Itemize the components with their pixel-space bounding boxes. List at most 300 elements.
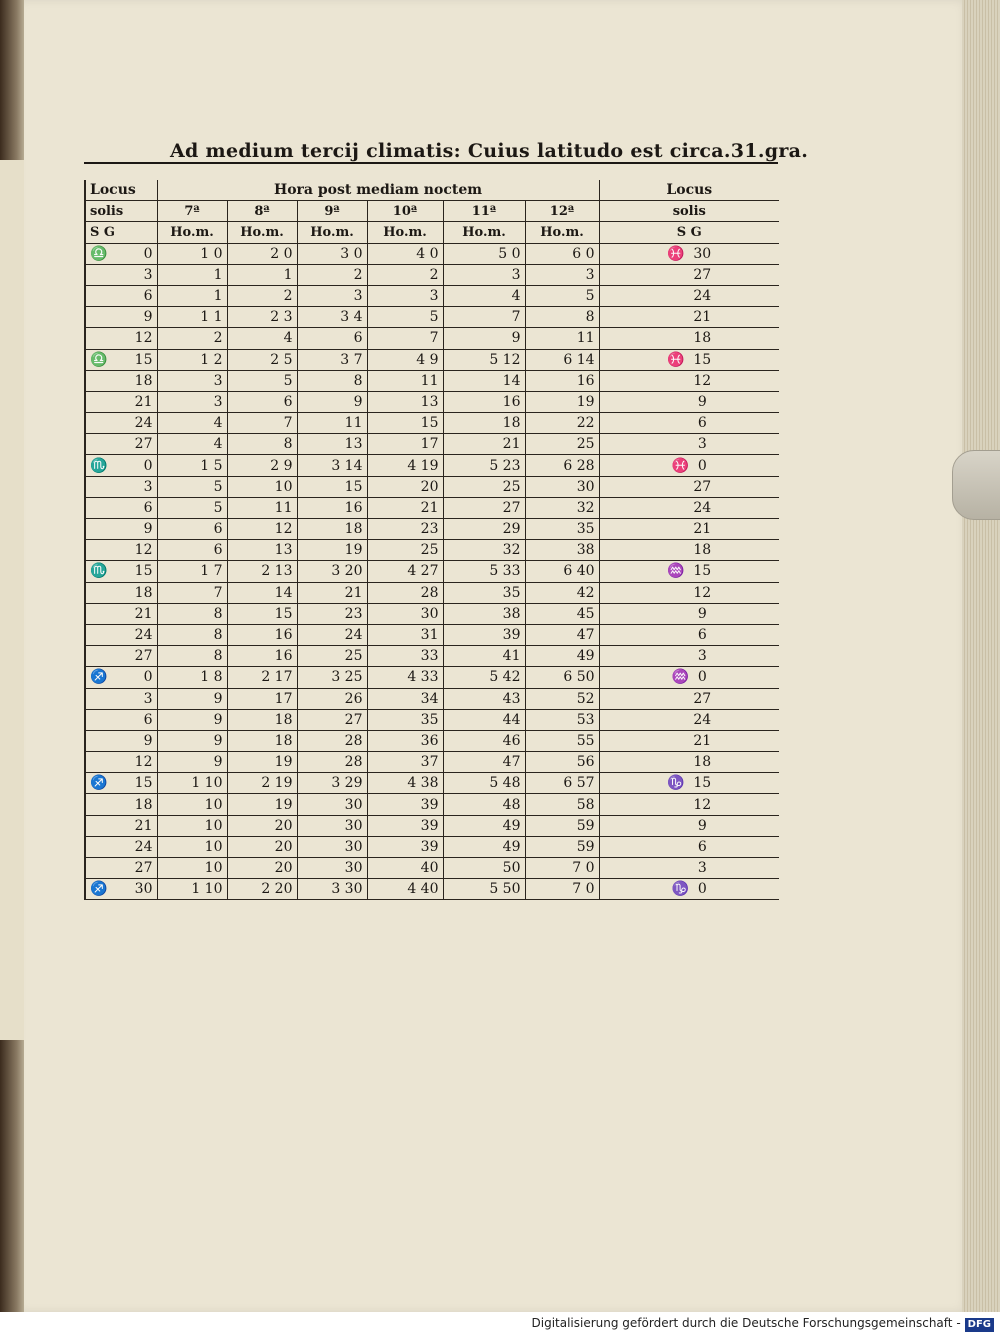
hour-cell: 4 <box>157 413 227 434</box>
sun-place-right <box>599 540 779 561</box>
degree-value: 0 <box>143 457 153 474</box>
hour-cell: 5 <box>157 497 227 518</box>
hour-cell: 10 <box>227 476 297 497</box>
sun-place-right <box>599 773 779 794</box>
hour-7: 7ª <box>157 201 227 222</box>
table-row <box>85 243 779 264</box>
sun-place-left <box>85 582 157 603</box>
hour-10: 10ª <box>367 201 443 222</box>
hour-cell: 5 12 <box>443 349 525 370</box>
hour-cell: 37 <box>367 752 443 773</box>
table-row <box>85 264 779 285</box>
degree-value: 27 <box>134 860 153 877</box>
hour-cell: 58 <box>525 794 599 815</box>
degree-value: 6 <box>143 711 153 728</box>
hour-cell: 25 <box>367 540 443 561</box>
hour-cell: 49 <box>443 836 525 857</box>
sun-place-right <box>599 391 779 412</box>
sun-place-right <box>599 328 779 349</box>
hour-cell: 4 <box>443 285 525 306</box>
hour-cell: 2 20 <box>227 879 297 900</box>
degree-value: 9 <box>697 817 707 834</box>
unit-label: Ho.m. <box>367 222 443 243</box>
hour-cell: 5 <box>367 307 443 328</box>
hour-cell: 13 <box>367 391 443 412</box>
degree-value: 6 <box>697 838 707 855</box>
hour-cell: 5 48 <box>443 773 525 794</box>
header-sg-right: S G <box>599 222 779 243</box>
degree-value: 12 <box>134 542 153 559</box>
degree-value: 15 <box>693 351 712 368</box>
hour-cell: 38 <box>525 540 599 561</box>
zodiac-sign-icon: ♓ <box>667 351 685 368</box>
sun-place-right <box>599 709 779 730</box>
hour-cell: 3 <box>443 264 525 285</box>
hour-cell: 56 <box>525 752 599 773</box>
hour-cell: 1 <box>157 285 227 306</box>
zodiac-sign-icon: ♓ <box>671 457 690 474</box>
sun-place-right <box>599 370 779 391</box>
sun-place-right <box>599 264 779 285</box>
hour-cell: 16 <box>227 624 297 645</box>
hour-cell: 9 <box>157 730 227 751</box>
sun-place-left <box>85 730 157 751</box>
table-row <box>85 391 779 412</box>
hour-cell: 4 <box>157 434 227 455</box>
table-row <box>85 624 779 645</box>
degree-value: 21 <box>134 817 153 834</box>
hour-cell: 59 <box>525 836 599 857</box>
sun-place-left <box>85 243 157 264</box>
sun-place-right <box>599 730 779 751</box>
degree-value: 0 <box>143 245 153 262</box>
degree-value: 21 <box>693 732 712 749</box>
degree-value: 18 <box>693 754 712 771</box>
hour-cell: 22 <box>525 413 599 434</box>
unit-label: Ho.m. <box>297 222 367 243</box>
sun-place-left <box>85 752 157 773</box>
degree-value: 0 <box>697 881 707 898</box>
sun-place-left <box>85 328 157 349</box>
sun-place-left <box>85 497 157 518</box>
hour-cell: 19 <box>525 391 599 412</box>
hour-cell: 6 50 <box>525 667 599 688</box>
table-row <box>85 603 779 624</box>
degree-value: 0 <box>143 669 153 686</box>
hour-cell: 59 <box>525 815 599 836</box>
page-title: Ad medium tercij climatis: Cuius latitudo est circa.31.gra. <box>170 140 809 162</box>
hour-cell: 7 <box>227 413 297 434</box>
table-row <box>85 752 779 773</box>
hour-cell: 3 7 <box>297 349 367 370</box>
degree-value: 9 <box>143 309 153 326</box>
sun-place-left <box>85 879 157 900</box>
sun-place-right <box>599 624 779 645</box>
degree-value: 24 <box>693 499 712 516</box>
hour-cell: 2 <box>297 264 367 285</box>
hour-cell: 10 <box>157 794 227 815</box>
degree-value: 6 <box>697 627 707 644</box>
hour-cell: 1 7 <box>157 561 227 582</box>
zodiac-sign-icon: ♐ <box>90 881 108 898</box>
table-row <box>85 349 779 370</box>
hour-cell: 18 <box>443 413 525 434</box>
hour-cell: 2 <box>157 328 227 349</box>
table-row <box>85 836 779 857</box>
hour-cell: 9 <box>157 688 227 709</box>
degree-value: 3 <box>143 266 153 283</box>
hour-cell: 25 <box>443 476 525 497</box>
zodiac-sign-icon: ♎ <box>90 351 108 368</box>
hour-cell: 40 <box>367 858 443 879</box>
degree-value: 24 <box>134 627 153 644</box>
hour-cell: 27 <box>297 709 367 730</box>
sun-place-left <box>85 561 157 582</box>
dfg-logo: DFG <box>965 1318 994 1332</box>
hour-cell: 6 40 <box>525 561 599 582</box>
degree-value: 18 <box>134 372 153 389</box>
table-row <box>85 328 779 349</box>
hour-cell: 34 <box>367 688 443 709</box>
hour-cell: 10 <box>157 858 227 879</box>
hour-cell: 39 <box>367 815 443 836</box>
hour-cell: 20 <box>227 836 297 857</box>
hour-cell: 7 0 <box>525 879 599 900</box>
hour-cell: 32 <box>525 497 599 518</box>
hour-cell: 3 30 <box>297 879 367 900</box>
sun-place-left <box>85 688 157 709</box>
hour-cell: 6 0 <box>525 243 599 264</box>
degree-value: 0 <box>697 457 707 474</box>
hour-cell: 32 <box>443 540 525 561</box>
degree-value: 18 <box>693 542 712 559</box>
header-row-3 <box>85 222 779 243</box>
hour-cell: 6 14 <box>525 349 599 370</box>
hour-cell: 3 <box>525 264 599 285</box>
table-body <box>85 243 779 900</box>
degree-value: 30 <box>134 881 153 898</box>
hour-11: 11ª <box>443 201 525 222</box>
header-solis-right: solis <box>599 201 779 222</box>
hour-cell: 17 <box>227 688 297 709</box>
hour-cell: 14 <box>443 370 525 391</box>
table-row <box>85 519 779 540</box>
hour-cell: 42 <box>525 582 599 603</box>
table-row <box>85 307 779 328</box>
hour-cell: 16 <box>443 391 525 412</box>
zodiac-sign-icon: ♑ <box>667 775 685 792</box>
degree-value: 12 <box>134 330 153 347</box>
degree-value: 24 <box>134 415 153 432</box>
sun-place-left <box>85 603 157 624</box>
header-solis-left: solis <box>85 201 157 222</box>
degree-value: 12 <box>693 796 712 813</box>
table-row <box>85 476 779 497</box>
hour-cell: 4 40 <box>367 879 443 900</box>
header-locus-left: Locus <box>85 180 157 201</box>
hour-cell: 1 10 <box>157 879 227 900</box>
hour-cell: 35 <box>525 519 599 540</box>
sun-place-right <box>599 752 779 773</box>
hour-cell: 11 <box>525 328 599 349</box>
sun-place-right <box>599 497 779 518</box>
sun-place-right <box>599 413 779 434</box>
degree-value: 3 <box>697 860 707 877</box>
hour-cell: 1 5 <box>157 455 227 476</box>
hour-cell: 3 <box>157 370 227 391</box>
sun-place-right <box>599 667 779 688</box>
hour-cell: 39 <box>443 624 525 645</box>
table-row <box>85 413 779 434</box>
header-locus-right: Locus <box>599 180 779 201</box>
degree-value: 0 <box>697 669 707 686</box>
hour-cell: 4 9 <box>367 349 443 370</box>
sun-place-left <box>85 709 157 730</box>
hour-cell: 8 <box>157 624 227 645</box>
page-clip-tab <box>952 450 1000 520</box>
zodiac-sign-icon: ♐ <box>90 669 108 686</box>
sun-place-right <box>599 879 779 900</box>
sun-place-left <box>85 540 157 561</box>
hour-cell: 3 20 <box>297 561 367 582</box>
hour-cell: 17 <box>367 434 443 455</box>
hour-12: 12ª <box>525 201 599 222</box>
hour-cell: 47 <box>443 752 525 773</box>
sun-place-left <box>85 434 157 455</box>
hour-cell: 7 <box>157 582 227 603</box>
hour-cell: 4 <box>227 328 297 349</box>
hour-cell: 30 <box>367 603 443 624</box>
degree-value: 18 <box>693 330 712 347</box>
hour-cell: 25 <box>525 434 599 455</box>
footer-bar <box>0 1312 1000 1334</box>
unit-label: Ho.m. <box>227 222 297 243</box>
hour-cell: 3 25 <box>297 667 367 688</box>
hour-cell: 7 <box>443 307 525 328</box>
ephemeris-table <box>84 180 779 900</box>
hour-cell: 20 <box>367 476 443 497</box>
hour-cell: 48 <box>443 794 525 815</box>
sun-place-right <box>599 603 779 624</box>
hour-cell: 2 19 <box>227 773 297 794</box>
sun-place-left <box>85 349 157 370</box>
hour-cell: 49 <box>443 815 525 836</box>
hour-cell: 1 2 <box>157 349 227 370</box>
sun-place-left <box>85 370 157 391</box>
degree-value: 9 <box>143 521 153 538</box>
zodiac-sign-icon: ♒ <box>671 669 690 686</box>
hour-cell: 4 19 <box>367 455 443 476</box>
hour-cell: 5 <box>525 285 599 306</box>
degree-value: 6 <box>143 499 153 516</box>
hour-cell: 5 <box>227 370 297 391</box>
degree-value: 21 <box>134 605 153 622</box>
degree-value: 27 <box>134 648 153 665</box>
hour-cell: 7 0 <box>525 858 599 879</box>
hour-cell: 5 23 <box>443 455 525 476</box>
hour-cell: 30 <box>297 815 367 836</box>
hour-cell: 8 <box>157 603 227 624</box>
hour-cell: 47 <box>525 624 599 645</box>
hour-cell: 8 <box>297 370 367 391</box>
hour-cell: 13 <box>227 540 297 561</box>
zodiac-sign-icon: ♒ <box>667 563 685 580</box>
hour-cell: 19 <box>227 794 297 815</box>
degree-value: 18 <box>134 584 153 601</box>
hour-cell: 52 <box>525 688 599 709</box>
table-row <box>85 646 779 667</box>
hour-cell: 21 <box>443 434 525 455</box>
hour-cell: 3 29 <box>297 773 367 794</box>
degree-value: 3 <box>697 436 707 453</box>
sun-place-right <box>599 858 779 879</box>
degree-value: 27 <box>693 266 712 283</box>
degree-value: 3 <box>143 478 153 495</box>
table-row <box>85 773 779 794</box>
table-row <box>85 688 779 709</box>
table-row <box>85 879 779 900</box>
table-row <box>85 730 779 751</box>
degree-value: 15 <box>693 775 712 792</box>
hour-cell: 3 <box>297 285 367 306</box>
degree-value: 15 <box>693 563 712 580</box>
degree-value: 30 <box>693 245 712 262</box>
hour-cell: 1 <box>157 264 227 285</box>
table-row <box>85 794 779 815</box>
zodiac-sign-icon: ♑ <box>671 881 690 898</box>
hour-cell: 19 <box>297 540 367 561</box>
table-row <box>85 540 779 561</box>
hour-cell: 7 <box>367 328 443 349</box>
sun-place-left <box>85 836 157 857</box>
hour-cell: 6 57 <box>525 773 599 794</box>
zodiac-sign-icon: ♓ <box>667 245 685 262</box>
hour-cell: 4 27 <box>367 561 443 582</box>
hour-cell: 39 <box>367 836 443 857</box>
degree-value: 6 <box>697 415 707 432</box>
sun-place-left <box>85 476 157 497</box>
hour-cell: 25 <box>297 646 367 667</box>
sun-place-left <box>85 646 157 667</box>
table-row <box>85 285 779 306</box>
sun-place-right <box>599 688 779 709</box>
footer-text: Digitalisierung gefördert durch die Deutsche Forschungsgemeinschaft - <box>531 1316 961 1330</box>
degree-value: 24 <box>693 711 712 728</box>
hour-cell: 2 0 <box>227 243 297 264</box>
hour-cell: 5 50 <box>443 879 525 900</box>
sun-place-right <box>599 794 779 815</box>
hour-cell: 21 <box>367 497 443 518</box>
sun-place-right <box>599 646 779 667</box>
table-row <box>85 858 779 879</box>
sun-place-left <box>85 264 157 285</box>
hour-cell: 10 <box>157 815 227 836</box>
hour-cell: 20 <box>227 858 297 879</box>
hour-cell: 4 38 <box>367 773 443 794</box>
hour-cell: 2 5 <box>227 349 297 370</box>
hour-cell: 29 <box>443 519 525 540</box>
hour-cell: 15 <box>227 603 297 624</box>
hour-cell: 2 <box>227 285 297 306</box>
hour-cell: 1 10 <box>157 773 227 794</box>
hour-cell: 5 42 <box>443 667 525 688</box>
table-row <box>85 497 779 518</box>
hour-cell: 6 <box>157 540 227 561</box>
hour-cell: 3 0 <box>297 243 367 264</box>
table-row <box>85 582 779 603</box>
hour-cell: 23 <box>367 519 443 540</box>
hour-cell: 3 <box>157 391 227 412</box>
sun-place-right <box>599 307 779 328</box>
hour-cell: 28 <box>297 730 367 751</box>
table-row <box>85 455 779 476</box>
hour-cell: 18 <box>297 519 367 540</box>
hour-cell: 12 <box>227 519 297 540</box>
table-row <box>85 370 779 391</box>
hour-cell: 5 33 <box>443 561 525 582</box>
header-row-2 <box>85 201 779 222</box>
hour-cell: 28 <box>367 582 443 603</box>
degree-value: 21 <box>134 393 153 410</box>
sun-place-left <box>85 391 157 412</box>
degree-value: 12 <box>134 754 153 771</box>
hour-cell: 6 <box>157 519 227 540</box>
sun-place-right <box>599 285 779 306</box>
degree-value: 24 <box>134 838 153 855</box>
hour-cell: 31 <box>367 624 443 645</box>
hour-cell: 15 <box>367 413 443 434</box>
table-row <box>85 709 779 730</box>
zodiac-sign-icon: ♏ <box>90 457 108 474</box>
hour-cell: 30 <box>297 836 367 857</box>
zodiac-sign-icon: ♏ <box>90 563 108 580</box>
sun-place-left <box>85 815 157 836</box>
hour-cell: 16 <box>525 370 599 391</box>
header-hour-title: Hora post mediam noctem <box>157 180 599 201</box>
degree-value: 6 <box>143 288 153 305</box>
hour-cell: 2 13 <box>227 561 297 582</box>
sun-place-right <box>599 815 779 836</box>
hour-cell: 19 <box>227 752 297 773</box>
sun-place-left <box>85 285 157 306</box>
hour-cell: 41 <box>443 646 525 667</box>
hour-cell: 9 <box>443 328 525 349</box>
sun-place-right <box>599 455 779 476</box>
sun-place-right <box>599 476 779 497</box>
hour-cell: 36 <box>367 730 443 751</box>
header-sg-left: S G <box>85 222 157 243</box>
degree-value: 27 <box>693 478 712 495</box>
hour-cell: 18 <box>227 730 297 751</box>
sun-place-right <box>599 243 779 264</box>
degree-value: 9 <box>697 393 707 410</box>
hour-cell: 2 9 <box>227 455 297 476</box>
hour-8: 8ª <box>227 201 297 222</box>
hour-cell: 11 <box>227 497 297 518</box>
hour-cell: 43 <box>443 688 525 709</box>
hour-cell: 2 17 <box>227 667 297 688</box>
page-edges <box>962 0 1000 1312</box>
hour-cell: 6 <box>227 391 297 412</box>
sun-place-left <box>85 455 157 476</box>
title-rule <box>84 162 778 164</box>
hour-cell: 50 <box>443 858 525 879</box>
degree-value: 18 <box>134 796 153 813</box>
hour-cell: 53 <box>525 709 599 730</box>
hour-cell: 2 <box>367 264 443 285</box>
table-row <box>85 434 779 455</box>
hour-cell: 30 <box>297 858 367 879</box>
